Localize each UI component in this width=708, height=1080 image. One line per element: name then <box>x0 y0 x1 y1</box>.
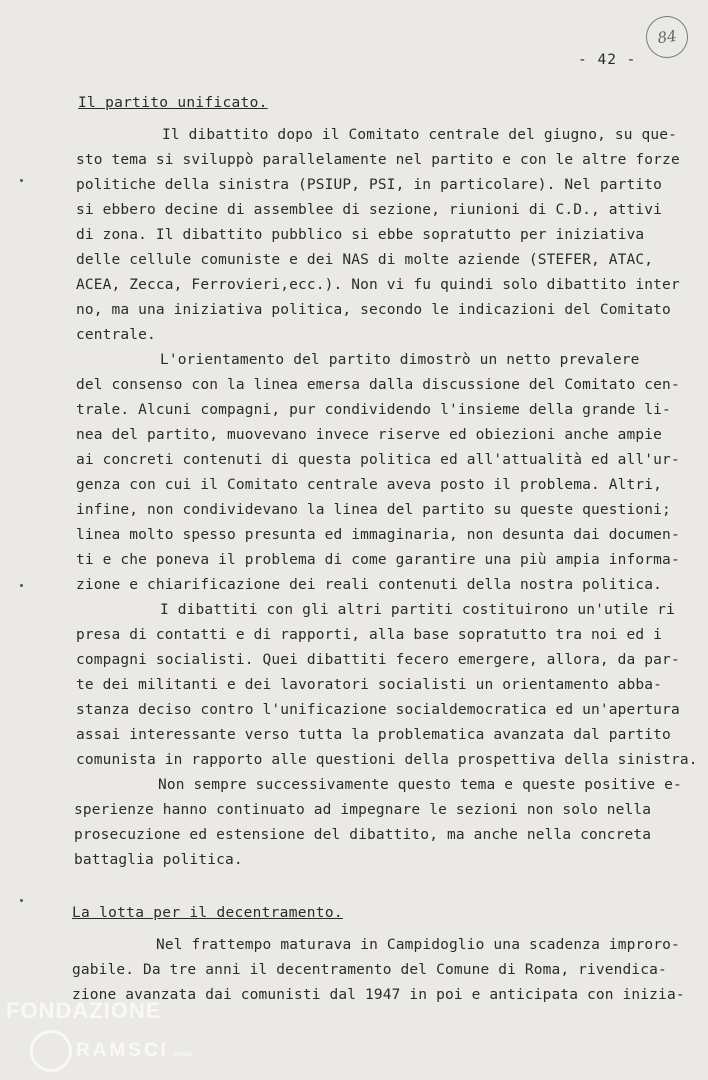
watermark-name: RAMSCI <box>76 1040 169 1062</box>
text-line: centrale. <box>76 327 156 343</box>
text-line: sperienze hanno continuato ad impegnare le sezioni non solo nella <box>74 802 652 818</box>
text-line: ti e che poneva il problema di come garantire una più ampia informa- <box>76 552 680 568</box>
text-line: battaglia politica. <box>74 852 243 868</box>
watermark-line-1: FONDAZIONE <box>6 998 162 1023</box>
margin-mark <box>20 179 23 182</box>
gramsci-g-logo-icon <box>30 1030 72 1072</box>
handwritten-page-annotation: 84 <box>643 13 690 60</box>
text-line: di zona. Il dibattito pubblico si ebbe sopratutto per iniziativa <box>76 227 645 243</box>
text-line: stanza deciso contro l'unificazione socialdemocratica ed un'apertura <box>76 702 680 718</box>
margin-mark <box>20 899 23 902</box>
text-line: politiche della sinistra (PSIUP, PSI, in particolare). Nel partito <box>76 177 663 193</box>
section-heading-decentramento: La lotta per il decentramento. <box>72 905 343 921</box>
text-line: del consenso con la linea emersa dalla discussione del Comitato cen- <box>76 377 680 393</box>
text-line: L'orientamento del partito dimostrò un netto prevalere <box>160 352 640 368</box>
text-line: prosecuzione ed estensione del dibattito, ma anche nella concreta <box>74 827 652 843</box>
text-line: Nel frattempo maturava in Campidoglio una scadenza improro- <box>156 937 680 953</box>
fondazione-gramsci-watermark <box>6 1000 192 1072</box>
text-line: assai interessante verso tutta la problematica avanzata dal partito <box>76 727 671 743</box>
text-line: linea molto spesso presunta ed immaginaria, non desunta dai documen- <box>76 527 680 543</box>
watermark-suffix: onlus <box>172 1051 192 1059</box>
text-line: gabile. Da tre anni il decentramento del Comune di Roma, rivendica- <box>72 962 667 978</box>
text-line: zione avanzata dai comunisti dal 1947 in poi e anticipata con inizia- <box>72 987 685 1003</box>
text-line: presa di contatti e di rapporti, alla base sopratutto tra noi ed i <box>76 627 663 643</box>
page-number: - 42 - <box>578 52 637 68</box>
text-line: infine, non condividevano la linea del partito su queste questioni; <box>76 502 671 518</box>
text-line: delle cellule comuniste e dei NAS di molte aziende (STEFER, ATAC, <box>76 252 654 268</box>
text-line: si ebbero decine di assemblee di sezione, riunioni di C.D., attivi <box>76 202 663 218</box>
text-line: Il dibattito dopo il Comitato centrale del giugno, su que- <box>162 127 678 143</box>
text-line: genza con cui il Comitato centrale aveva posto il problema. Altri, <box>76 477 663 493</box>
section-heading-partito-unificato: Il partito unificato. <box>78 95 268 111</box>
text-line: no, ma una iniziativa politica, secondo le indicazioni del Comitato <box>76 302 671 318</box>
text-line: I dibattiti con gli altri partiti costituirono un'utile ri <box>160 602 676 618</box>
text-line: compagni socialisti. Quei dibattiti fecero emergere, allora, da par- <box>76 652 680 668</box>
text-line: sto tema si sviluppò parallelamente nel partito e con le altre forze <box>76 152 680 168</box>
text-line: ACEA, Zecca, Ferrovieri,ecc.). Non vi fu quindi solo dibattito inter <box>76 277 680 293</box>
text-line: comunista in rapporto alle questioni della prospettiva della sinistra. <box>76 752 698 768</box>
text-line: te dei militanti e dei lavoratori socialisti un orientamento abba- <box>76 677 663 693</box>
text-line: trale. Alcuni compagni, pur condividendo l'insieme della grande li- <box>76 402 671 418</box>
margin-mark <box>20 584 23 587</box>
text-line: nea del partito, muovevano invece riserve ed obiezioni anche ampie <box>76 427 663 443</box>
text-line: Non sempre successivamente questo tema e queste positive e- <box>158 777 682 793</box>
text-line: zione e chiarificazione dei reali contenuti della nostra politica. <box>76 577 663 593</box>
text-line: ai concreti contenuti di questa politica ed all'attualità ed all'ur- <box>76 452 680 468</box>
watermark-line-2 <box>30 1030 192 1072</box>
